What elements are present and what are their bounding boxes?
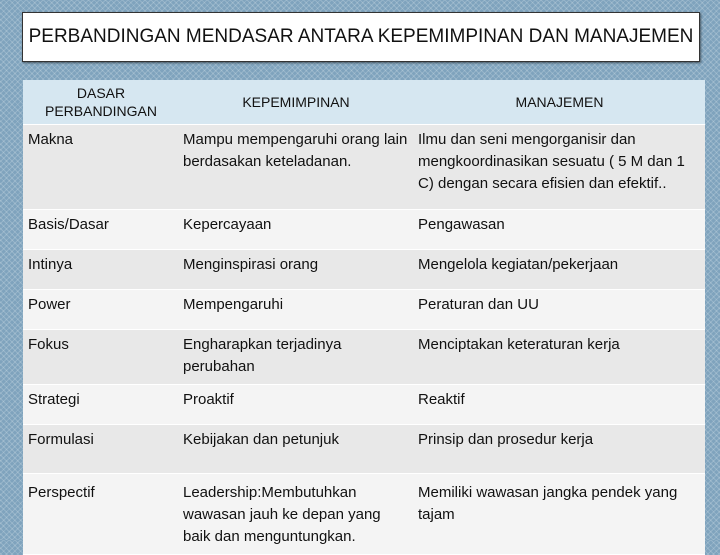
management-cell: Reaktif bbox=[413, 385, 705, 425]
row-label: Formulasi bbox=[23, 425, 178, 474]
header-kepemimpinan: KEPEMIMPINAN bbox=[178, 80, 413, 125]
row-label: Fokus bbox=[23, 330, 178, 385]
leadership-cell: Mempengaruhi bbox=[178, 290, 413, 330]
management-cell: Mengelola kegiatan/pekerjaan bbox=[413, 250, 705, 290]
table-row bbox=[23, 385, 705, 425]
management-cell: Peraturan dan UU bbox=[413, 290, 705, 330]
leadership-cell: Proaktif bbox=[178, 385, 413, 425]
header-basis: DASAR PERBANDINGAN bbox=[23, 80, 178, 125]
table-row bbox=[23, 290, 705, 330]
management-cell: Memiliki wawasan jangka pendek yang tajam bbox=[413, 474, 705, 555]
header-manajemen: MANAJEMEN bbox=[413, 80, 705, 125]
management-cell: Ilmu dan seni mengorganisir dan mengkoordinasikan sesuatu ( 5 M dan 1 C) dengan secara efisien dan efektif.. bbox=[413, 125, 705, 210]
row-label: Basis/Dasar bbox=[23, 210, 178, 250]
table-row bbox=[23, 210, 705, 250]
row-label: Intinya bbox=[23, 250, 178, 290]
row-label: Makna bbox=[23, 125, 178, 210]
table-row bbox=[23, 330, 705, 385]
management-cell: Menciptakan keteraturan kerja bbox=[413, 330, 705, 385]
table-row bbox=[23, 250, 705, 290]
row-label: Perspectif bbox=[23, 474, 178, 555]
table-header-row bbox=[23, 80, 705, 125]
leadership-cell: Menginspirasi orang bbox=[178, 250, 413, 290]
management-cell: Pengawasan bbox=[413, 210, 705, 250]
leadership-cell: Kepercayaan bbox=[178, 210, 413, 250]
comparison-table bbox=[23, 80, 705, 555]
slide-title: PERBANDINGAN MENDASAR ANTARA KEPEMIMPINAN DAN MANAJEMEN bbox=[28, 26, 694, 47]
leadership-cell: Mampu mempengaruhi orang lain berdasakan keteladanan. bbox=[178, 125, 413, 210]
row-label: Strategi bbox=[23, 385, 178, 425]
leadership-cell: Engharapkan terjadinya perubahan bbox=[178, 330, 413, 385]
leadership-cell: Leadership:Membutuhkan wawasan jauh ke depan yang baik dan menguntungkan. bbox=[178, 474, 413, 555]
table-row bbox=[23, 125, 705, 210]
management-cell: Prinsip dan prosedur kerja bbox=[413, 425, 705, 474]
table-row bbox=[23, 474, 705, 555]
table-row bbox=[23, 425, 705, 474]
row-label: Power bbox=[23, 290, 178, 330]
leadership-cell: Kebijakan dan petunjuk bbox=[178, 425, 413, 474]
slide-title-box bbox=[22, 12, 700, 62]
